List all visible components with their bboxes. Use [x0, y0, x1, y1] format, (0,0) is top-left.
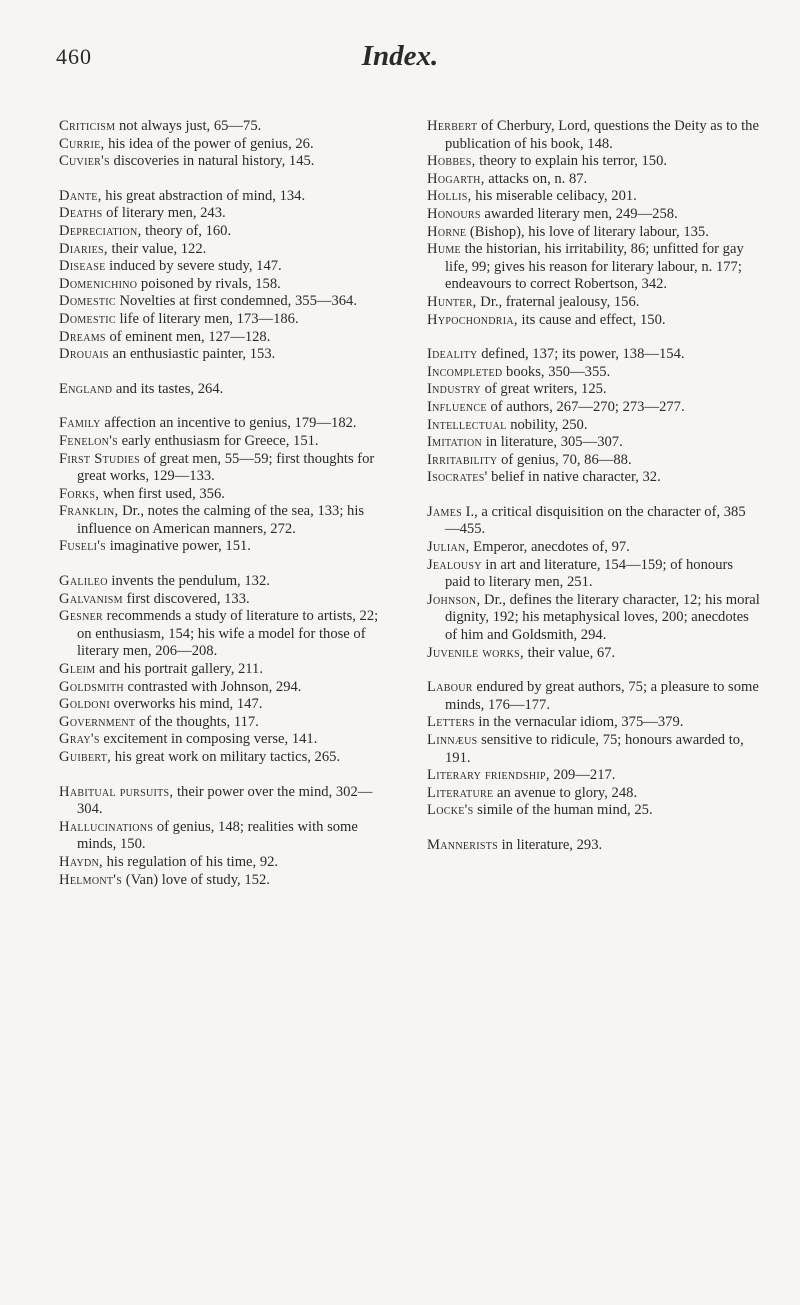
- entry-heading: Imitation: [427, 434, 483, 451]
- index-entry: [59, 661, 392, 679]
- entry-heading: Forks,: [59, 485, 100, 502]
- entry-text: of great men, 55—59; first thoughts for great works, 129—133.: [77, 450, 375, 485]
- entry-text: simile of the human mind, 25.: [473, 802, 653, 819]
- index-entry: [59, 136, 392, 154]
- entry-heading: Hogarth,: [427, 170, 485, 187]
- index-entry: [59, 784, 392, 819]
- index-column-left: [59, 118, 392, 906]
- entry-heading: Hunter,: [427, 293, 477, 310]
- entry-heading: Honours: [427, 205, 481, 222]
- entry-heading: Industry: [427, 381, 481, 398]
- entry-text: his regulation of his time, 92.: [102, 853, 279, 870]
- entry-text: poisoned by rivals, 158.: [137, 275, 281, 292]
- entry-text: his great work on military tactics, 265.: [111, 749, 341, 765]
- index-entry: [59, 223, 392, 241]
- entry-text: invents the pendulum, 132.: [107, 573, 270, 590]
- entry-heading: Labour: [427, 679, 473, 696]
- entry-heading: Gray's: [59, 731, 100, 748]
- entry-text: attacks on, n. 87.: [484, 170, 588, 187]
- index-entry: [59, 731, 392, 749]
- entry-heading: Domenichino: [59, 275, 138, 292]
- entry-text: his idea of the power of genius, 26.: [104, 135, 314, 152]
- index-entry: [59, 329, 392, 347]
- entry-heading: Diaries,: [59, 240, 108, 257]
- entry-text: of Cherbury, Lord, questions the Deity as to the publication of his book, 148.: [445, 118, 759, 152]
- entry-heading: Guibert,: [59, 749, 112, 765]
- entry-text: of genius, 148; realities with some minds, 150.: [77, 818, 358, 853]
- entry-text: of genius, 70, 86—88.: [497, 451, 632, 468]
- entry-text: awarded literary men, 249—258.: [480, 205, 678, 222]
- entry-text: when first used, 356.: [99, 485, 225, 502]
- index-entry: [427, 417, 760, 435]
- entry-heading: Dante,: [59, 187, 102, 204]
- entry-heading: Hypochondria,: [427, 311, 518, 328]
- index-entry: [427, 241, 760, 294]
- entry-heading: Herbert: [427, 118, 478, 134]
- entry-text: defined, 137; its power, 138—154.: [477, 346, 685, 363]
- entry-text: recommends a study of literature to artists, 22; on enthusiasm, 154; his wife a model for those of literary men, 206—208.: [77, 608, 379, 660]
- page-number: 460: [56, 44, 92, 69]
- index-letter-group: [427, 679, 760, 820]
- entry-text: Novelties at first condemned, 355—364.: [115, 293, 357, 310]
- entry-heading: Goldoni: [59, 696, 110, 713]
- entry-heading: Haydn,: [59, 853, 103, 870]
- entry-heading: Horne: [427, 223, 467, 240]
- entry-heading: Hallucinations: [59, 818, 154, 835]
- index-entry: [59, 451, 392, 486]
- entry-heading: Hobbes,: [427, 153, 476, 170]
- index-entry: [427, 504, 760, 539]
- index-entry: [59, 293, 392, 311]
- index-entry: [427, 539, 760, 557]
- index-entry: [59, 241, 392, 259]
- entry-heading: Disease: [59, 258, 106, 275]
- index-entry: [427, 732, 760, 767]
- index-letter-group: [427, 118, 760, 329]
- entry-text: its cause and effect, 150.: [517, 311, 666, 328]
- index-entry: [59, 714, 392, 732]
- entry-text: his miserable celibacy, 201.: [471, 188, 637, 205]
- entry-text: first discovered, 133.: [122, 590, 250, 607]
- entry-text: life of literary men, 173—186.: [115, 310, 299, 327]
- entry-text: and its tastes, 264.: [112, 380, 224, 397]
- entry-heading: Cuvier's: [59, 153, 110, 170]
- index-entry: [59, 118, 392, 136]
- index-entry: [427, 434, 760, 452]
- entry-heading: Family: [59, 415, 101, 432]
- entry-text: imaginative power, 151.: [106, 538, 251, 555]
- index-entry: [427, 767, 760, 785]
- entry-text: nobility, 250.: [506, 416, 588, 433]
- entry-text: Dr., defines the literary character, 12; his moral dignity, 192; his metaphysical loves, 200; anecdotes of him and Goldsmith, 294.: [445, 591, 760, 644]
- entry-text: affection an incentive to genius, 179—182.: [100, 415, 357, 432]
- entry-heading: Government: [59, 713, 136, 730]
- entry-heading: Mannerists: [427, 836, 498, 853]
- index-entry: [59, 258, 392, 276]
- index-letter-group: [59, 118, 392, 171]
- index-entry: [427, 837, 760, 855]
- index-entry: [427, 557, 760, 592]
- entry-heading: Habitual pursuits,: [59, 783, 174, 800]
- entry-text: (Bishop), his love of literary labour, 135.: [466, 223, 709, 240]
- entry-heading: Linnæus: [427, 732, 478, 748]
- entry-heading: Isocrates': [427, 469, 488, 486]
- entry-heading: Incompleted: [427, 363, 503, 380]
- index-entry: [59, 188, 392, 206]
- index-column-right: [427, 118, 760, 872]
- entry-text: in art and literature, 154—159; of honours paid to literary men, 251.: [445, 556, 734, 591]
- index-letter-group: [427, 346, 760, 487]
- entry-text: and his portrait gallery, 211.: [95, 661, 263, 678]
- entry-heading: Drouais: [59, 346, 109, 363]
- index-entry: [59, 819, 392, 854]
- index-entry: [427, 294, 760, 312]
- entry-text: not always just, 65—75.: [115, 118, 262, 134]
- index-entry: [59, 696, 392, 714]
- entry-text: overworks his mind, 147.: [109, 696, 263, 713]
- index-entry: [427, 153, 760, 171]
- index-entry: [59, 205, 392, 223]
- index-entry: [59, 346, 392, 364]
- entry-heading: Hume: [427, 241, 461, 258]
- entry-text: of great writers, 125.: [480, 381, 607, 398]
- entry-text: in literature, 293.: [497, 836, 603, 853]
- entry-text: in literature, 305—307.: [482, 434, 623, 451]
- entry-text: induced by severe study, 147.: [105, 258, 282, 275]
- index-entry: [59, 381, 392, 399]
- index-entry: [427, 171, 760, 189]
- index-entry: [427, 679, 760, 714]
- entry-text: Emperor, anecdotes of, 97.: [469, 539, 630, 556]
- entry-text: books, 350—355.: [502, 363, 611, 380]
- entry-text: theory of, 160.: [141, 222, 232, 239]
- entry-heading: England: [59, 380, 113, 397]
- entry-text: of literary men, 243.: [102, 205, 226, 222]
- entry-heading: Letters: [427, 714, 475, 731]
- entry-text: sensitive to ridicule, 75; honours awarded to, 191.: [445, 732, 744, 766]
- entry-text: their power over the mind, 302—304.: [77, 783, 373, 818]
- entry-text: their value, 67.: [523, 644, 616, 661]
- index-letter-group: [59, 188, 392, 364]
- entry-text: in the vernacular idiom, 375—379.: [474, 714, 684, 731]
- entry-heading: Intellectual: [427, 416, 507, 433]
- index-entry: [59, 854, 392, 872]
- entry-text: I., a critical disquisition on the character of, 385—455.: [445, 503, 746, 538]
- entry-heading: Ideality: [427, 346, 478, 363]
- index-entry: [59, 749, 392, 767]
- index-entry: [59, 503, 392, 538]
- entry-text: 209—217.: [549, 767, 616, 784]
- index-entry: [427, 118, 760, 153]
- entry-heading: Gleim: [59, 661, 96, 678]
- entry-text: of the thoughts, 117.: [135, 713, 259, 730]
- entry-heading: Julian,: [427, 539, 470, 556]
- index-entry: [59, 573, 392, 591]
- entry-text: his great abstraction of mind, 134.: [101, 187, 306, 204]
- index-entry: [59, 433, 392, 451]
- index-entry: [427, 364, 760, 382]
- entry-text: an enthusiastic painter, 153.: [108, 346, 276, 363]
- entry-text: early enthusiasm for Greece, 151.: [118, 432, 319, 449]
- index-entry: [59, 591, 392, 609]
- entry-heading: Depreciation,: [59, 222, 142, 239]
- index-entry: [59, 415, 392, 433]
- index-letter-group: [59, 784, 392, 890]
- entry-text: discoveries in natural history, 145.: [109, 153, 315, 170]
- entry-heading: Helmont's: [59, 871, 123, 888]
- index-entry: [427, 399, 760, 417]
- entry-heading: Criticism: [59, 118, 116, 134]
- entry-heading: Literature: [427, 784, 494, 801]
- entry-text: excitement in composing verse, 141.: [99, 731, 318, 748]
- entry-text: belief in native character, 32.: [487, 469, 661, 486]
- entry-heading: Influence: [427, 398, 487, 415]
- entry-heading: Dreams: [59, 328, 106, 345]
- index-entry: [59, 153, 392, 171]
- entry-text: theory to explain his terror, 150.: [475, 153, 668, 170]
- index-entry: [427, 346, 760, 364]
- page-title: Index.: [361, 40, 439, 72]
- index-letter-group: [59, 381, 392, 399]
- entry-heading: Fuseli's: [59, 538, 107, 555]
- index-entry: [59, 608, 392, 661]
- entry-text: the historian, his irritability, 86; unfitted for gay life, 99; gives his reason for literary labour, n. 177; endeavours to correct Robertson, 342.: [445, 241, 744, 293]
- entry-text: of authors, 267—270; 273—277.: [486, 398, 685, 415]
- index-entry: [427, 206, 760, 224]
- index-letter-group: [59, 573, 392, 767]
- index-letter-group: [427, 837, 760, 855]
- index-entry: [427, 381, 760, 399]
- index-entry: [427, 592, 760, 645]
- entry-heading: Fenelon's: [59, 432, 118, 449]
- entry-heading: Johnson,: [427, 591, 481, 608]
- index-entry: [59, 311, 392, 329]
- index-letter-group: [59, 415, 392, 556]
- entry-heading: Literary friendship,: [427, 767, 550, 784]
- entry-heading: First Studies: [59, 450, 141, 467]
- index-entry: [427, 188, 760, 206]
- index-entry: [427, 452, 760, 470]
- entry-heading: Domestic: [59, 293, 116, 310]
- index-entry: [59, 276, 392, 294]
- index-letter-group: [427, 504, 760, 662]
- index-entry: [59, 679, 392, 697]
- entry-text: Dr., notes the calming of the sea, 133; his influence on American manners, 272.: [77, 503, 365, 537]
- index-entry: [59, 486, 392, 504]
- index-entry: [427, 802, 760, 820]
- entry-heading: James: [427, 503, 462, 520]
- entry-heading: Currie,: [59, 135, 105, 152]
- index-entry: [59, 872, 392, 890]
- entry-heading: Irritability: [427, 451, 498, 468]
- entry-heading: Locke's: [427, 802, 474, 819]
- index-entry: [427, 224, 760, 242]
- entry-text: contrasted with Johnson, 294.: [123, 678, 302, 695]
- entry-text: endured by great authors, 75; a pleasure to some minds, 176—177.: [445, 679, 759, 713]
- entry-text: their value, 122.: [107, 240, 207, 257]
- entry-heading: Juvenile works,: [427, 644, 524, 661]
- entry-heading: Deaths: [59, 205, 103, 222]
- index-entry: [59, 538, 392, 556]
- entry-heading: Goldsmith: [59, 678, 124, 695]
- entry-heading: Domestic: [59, 310, 116, 327]
- entry-heading: Gesner: [59, 608, 104, 625]
- entry-heading: Hollis,: [427, 188, 472, 205]
- entry-text: (Van) love of study, 152.: [122, 871, 270, 888]
- index-entry: [427, 469, 760, 487]
- entry-text: of eminent men, 127—128.: [105, 328, 271, 345]
- entry-heading: Jealousy: [427, 556, 482, 573]
- entry-text: an avenue to glory, 248.: [493, 784, 638, 801]
- index-entry: [427, 312, 760, 330]
- index-entry: [427, 714, 760, 732]
- entry-heading: Franklin,: [59, 503, 119, 520]
- entry-heading: Galileo: [59, 573, 108, 590]
- index-entry: [427, 645, 760, 663]
- entry-text: Dr., fraternal jealousy, 156.: [476, 293, 640, 310]
- entry-heading: Galvanism: [59, 590, 123, 607]
- index-entry: [427, 785, 760, 803]
